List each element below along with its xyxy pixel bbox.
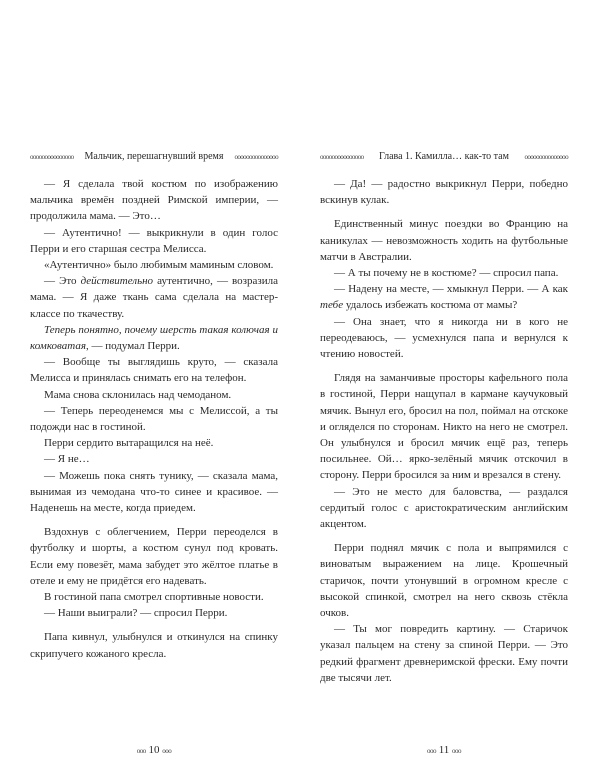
page-body [320, 176, 568, 686]
page-number-footer [30, 743, 278, 758]
paragraph [30, 322, 278, 354]
paragraph: В гостиной папа смотрел спортивные новости. [44, 591, 264, 604]
paragraph: — Я сделала твой костюм по изображению мальчика времён поздней Римской империи, — продолжила мама. — Это… [30, 178, 278, 223]
text-run: удалось избежать костюма от мамы? [343, 299, 518, 312]
paragraph: — Я не… [44, 453, 90, 466]
paragraph: — Она знает, что я никогда ни в кого не переодеваюсь, — усмехнулся папа и вернулся к чтению новостей. [320, 315, 568, 361]
paragraph: Перри сердито вытаращился на неё. [44, 437, 214, 450]
page-number-footer [320, 743, 568, 758]
paragraph: Перри поднял мячик с пола и выпрямился с виноватым выражением на лице. Крошечный старичок, почти утонувший в огромном кресле с высокой спинкой, смотрел на него сквозь стёкла очков. [320, 542, 568, 620]
paragraph: — Вообще ты выглядишь круто, — сказала Мелисса и принялась снимать его на телефон. [30, 356, 278, 385]
italic-text: действительно [80, 275, 154, 288]
paragraph: Мама снова склонилась над чемоданом. [44, 388, 232, 401]
paragraph: Вздохнув с облегчением, Перри переоделся в футболку и шорты, а костюм сунул под кровать. Если ему повезёт, мама забудет это жёлтое платье в отеле и ему не придётся его надевать. [30, 526, 278, 587]
paragraph [30, 273, 278, 322]
page-body [30, 176, 278, 662]
left-page [30, 150, 278, 756]
running-header [320, 150, 568, 164]
folio-ornament-right: ооо [162, 747, 172, 755]
paragraph [320, 281, 568, 313]
paragraph: «Аутентично» было любимым маминым словом. [44, 259, 274, 272]
running-header [30, 150, 278, 164]
paragraph: — Да! — радостно выкрикнул Перри, победно вскинув кулак. [320, 178, 568, 207]
right-page [320, 150, 568, 756]
header-title: Глава 1. Камилла… как-то там [379, 151, 509, 162]
paragraph: — Можешь пока снять тунику, — сказала мама, вынимая из чемодана что-то синее и красивое. — Наденешь на месте, когда приедем. [30, 469, 278, 515]
paragraph: — А ты почему не в костюме? — спросил папа. [334, 267, 559, 280]
paragraph: — Ты мог повредить картину. — Старичок указал пальцем на стену за спиной Перри. — Это редкий фрагмент древнеримской фрески. Ему почти две тысячи лет. [320, 623, 568, 684]
italic-text: тебе [320, 299, 344, 312]
header-ornament-right: ооооооооооооооо [524, 153, 568, 161]
paragraph: — Это не место для баловства, — раздался сердитый голос с аристократическим английским акцентом. [320, 485, 568, 531]
paragraph: — Аутентично! — выкрикнули в один голос Перри и его старшая сестра Мелисса. [30, 226, 278, 255]
text-run: аутентично, — возразила мама. — Я даже ткань сама сделала на мастер-классе по ткачеству. [30, 275, 278, 320]
italic-text: Теперь понятно, почему шерсть такая колючая и комковатая [30, 323, 278, 353]
paragraph: Единственный минус поездки во Францию на каникулах — невозможность ходить на футбольные матчи в Австралии. [320, 218, 568, 263]
folio-ornament-left: ооо [136, 747, 146, 755]
paragraph: — Теперь переоденемся мы с Мелиссой, а ты подожди нас в гостиной. [30, 404, 278, 434]
text-run: , — подумал Перри. [85, 340, 180, 353]
folio-ornament-left: ооо [426, 747, 436, 755]
header-ornament-left: ооооооооооооооо [320, 153, 364, 161]
paragraph: — Наши выиграли? — спросил Перри. [44, 607, 228, 620]
header-title: Мальчик, перешагнувший время [84, 151, 224, 162]
header-ornament-right: ооооооооооооооо [234, 153, 278, 161]
folio-ornament-right: ооо [452, 747, 462, 755]
text-run: — Это [44, 275, 81, 288]
header-ornament-left: ооооооооооооооо [30, 153, 74, 161]
page-number: 10 [148, 744, 160, 756]
paragraph: Папа кивнул, улыбнулся и откинулся на спинку скрипучего кожаного кресла. [30, 631, 278, 660]
page-number: 11 [438, 744, 450, 756]
text-run: — Надену на месте, — хмыкнул Перри. — А как [334, 283, 568, 296]
paragraph: Глядя на заманчивые просторы кафельного пола в гостиной, Перри нащупал в кармане каучуковый мячик. Вынул его, бросил на пол, поймал на отскоке и огляделся по сторонам. Никто на него не смотрел. Он улыбнулся и бросил мячик ещё раз, теперь посильнее. Ой… ярко-зелёный мячик отскочил в сторону. Перри бросился за ним и врезался в стену. [320, 372, 568, 482]
